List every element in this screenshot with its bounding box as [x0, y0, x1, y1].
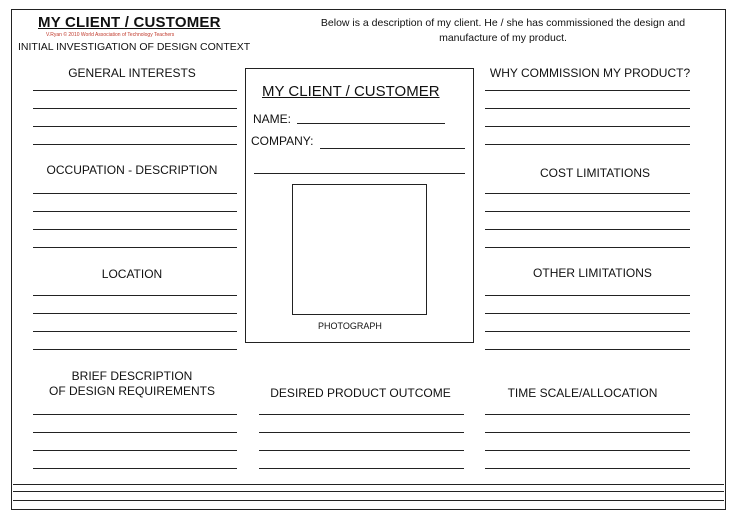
location-line-1[interactable]	[33, 295, 237, 296]
why-commission-line-4[interactable]	[485, 144, 690, 145]
brief-line-1[interactable]	[33, 414, 237, 415]
brief-heading-line-2: OF DESIGN REQUIREMENTS	[48, 384, 215, 398]
name-label: NAME:	[253, 112, 292, 126]
cost-limitations-line-4[interactable]	[485, 247, 690, 248]
cost-limitations-line-2[interactable]	[485, 211, 690, 212]
brief-heading-line-1: BRIEF DESCRIPTION	[71, 369, 193, 383]
other-limitations-line-3[interactable]	[485, 331, 690, 332]
name-field[interactable]	[297, 123, 445, 124]
location-line-3[interactable]	[33, 331, 237, 332]
brief-line-4[interactable]	[33, 468, 237, 469]
time-scale-line-3[interactable]	[485, 450, 690, 451]
general-interests-line-1[interactable]	[33, 90, 237, 91]
time-scale-line-4[interactable]	[485, 468, 690, 469]
client-description-text: Below is a description of my client. He / she has commissioned the design and manufacture of my product.	[320, 17, 686, 44]
desired-outcome-line-2[interactable]	[259, 432, 464, 433]
client-panel-title: MY CLIENT / CUSTOMER	[262, 83, 440, 100]
brief-line-3[interactable]	[33, 450, 237, 451]
location-line-2[interactable]	[33, 313, 237, 314]
other-limitations-line-2[interactable]	[485, 313, 690, 314]
bottom-rule-3	[13, 500, 724, 501]
company-field[interactable]	[320, 148, 465, 149]
desired-outcome-heading: DESIRED PRODUCT OUTCOME	[270, 386, 451, 400]
cost-limitations-heading: COST LIMITATIONS	[539, 166, 650, 180]
worksheet-subtitle: INITIAL INVESTIGATION OF DESIGN CONTEXT	[18, 41, 251, 53]
worksheet-title: MY CLIENT / CUSTOMER	[38, 14, 221, 31]
desired-outcome-line-1[interactable]	[259, 414, 464, 415]
occupation-line-4[interactable]	[33, 247, 237, 248]
time-scale-line-2[interactable]	[485, 432, 690, 433]
desired-outcome-line-3[interactable]	[259, 450, 464, 451]
cost-limitations-line-1[interactable]	[485, 193, 690, 194]
occupation-line-1[interactable]	[33, 193, 237, 194]
brief-line-2[interactable]	[33, 432, 237, 433]
general-interests-heading: GENERAL INTERESTS	[68, 66, 196, 80]
other-limitations-heading: OTHER LIMITATIONS	[533, 266, 652, 280]
occupation-line-2[interactable]	[33, 211, 237, 212]
why-commission-line-3[interactable]	[485, 126, 690, 127]
bottom-rule-2	[13, 491, 724, 492]
time-scale-line-1[interactable]	[485, 414, 690, 415]
other-limitations-line-4[interactable]	[485, 349, 690, 350]
copyright-notice: V.Ryan © 2010 World Association of Technology Teachers	[46, 32, 175, 38]
photograph-box[interactable]	[292, 184, 427, 315]
company-field-extra-line[interactable]	[254, 173, 465, 174]
why-commission-line-2[interactable]	[485, 108, 690, 109]
location-line-4[interactable]	[33, 349, 237, 350]
cost-limitations-line-3[interactable]	[485, 229, 690, 230]
desired-outcome-line-4[interactable]	[259, 468, 464, 469]
general-interests-line-2[interactable]	[33, 108, 237, 109]
location-heading: LOCATION	[101, 267, 163, 281]
general-interests-line-4[interactable]	[33, 144, 237, 145]
photograph-label: PHOTOGRAPH	[318, 321, 382, 331]
why-commission-heading: WHY COMMISSION MY PRODUCT?	[489, 66, 691, 80]
general-interests-line-3[interactable]	[33, 126, 237, 127]
other-limitations-line-1[interactable]	[485, 295, 690, 296]
company-label: COMPANY:	[251, 134, 314, 148]
bottom-rule-1	[13, 484, 724, 485]
time-scale-heading: TIME SCALE/ALLOCATION	[507, 386, 658, 400]
occupation-line-3[interactable]	[33, 229, 237, 230]
occupation-heading: OCCUPATION - DESCRIPTION	[46, 163, 218, 177]
why-commission-line-1[interactable]	[485, 90, 690, 91]
